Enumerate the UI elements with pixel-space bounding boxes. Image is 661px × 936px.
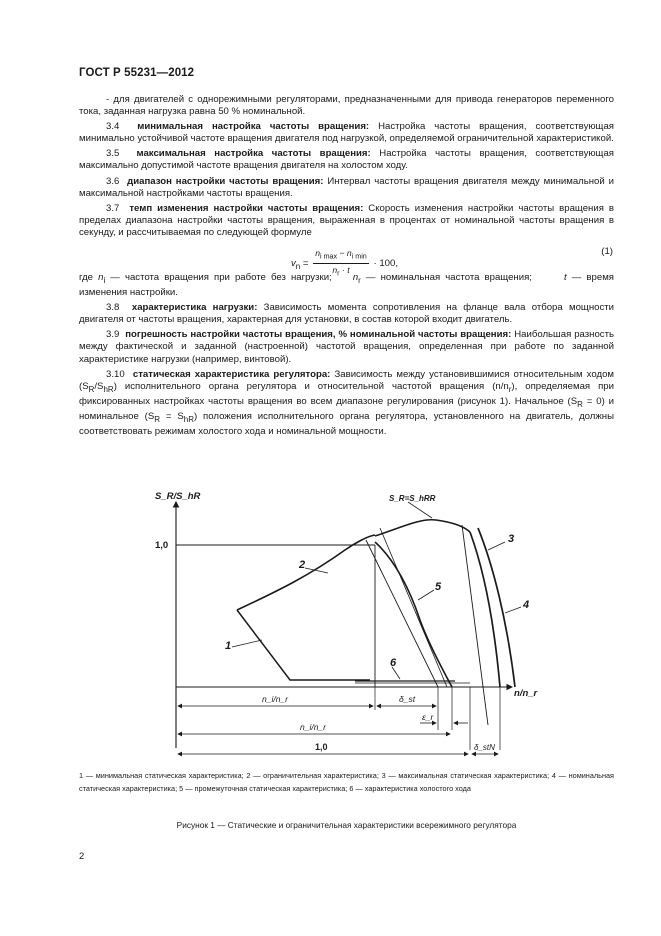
body-text	[79, 94, 614, 441]
page-header: ГОСТ Р 55231—2012	[79, 67, 195, 79]
curve-label-2: 2	[299, 559, 306, 571]
formula-1: $v_n$ = $\frac{n_{i max} - n_{i min}}{n_r \cdot t}$ · 100, (1)	[291, 246, 613, 278]
figure-1-diagram	[0, 480, 661, 765]
curve-5-straight	[366, 540, 438, 687]
curve-4-nominal-static	[478, 528, 515, 687]
curve-1-min-static	[237, 610, 370, 680]
leader-1	[232, 640, 262, 647]
page-number: 2	[79, 851, 85, 862]
term-3-5: максимальная настройка частоты вращения:	[136, 148, 371, 160]
dim-label-delta-stN: δ_stN	[474, 743, 495, 752]
term-3-10: статическая характеристика регулятора:	[132, 368, 331, 380]
curve-top-envelope	[375, 520, 470, 536]
paragraph-3-7: 3.7 темп изменения настройки частоты вращения: Скорость изменения настройки частоты вращения в пределах диапазона настройки частоты вращения, выраженная в процентах от номинальной частоты вращения в секунду, и рассчитываемая по следующей формуле	[79, 202, 615, 238]
y-axis-label: S_R/S_hR	[155, 491, 201, 502]
curve-label-5: 5	[435, 581, 442, 593]
dim-label-delta-st: δ_st	[399, 694, 416, 704]
equation-number: (1)	[601, 246, 613, 258]
curve-label-3: 3	[508, 533, 515, 545]
y-tick-1-0: 1,0	[155, 540, 169, 551]
term-3-9: погрешность настройки частоты вращения, % номинальной частоты вращения:	[125, 329, 512, 341]
curve-label-6: 6	[390, 657, 397, 669]
where-list: где $n_i$ — частота вращения при работе без нагрузки; $n_r$ — номинальная частота вращения; t — время изменения настройки.	[79, 272, 614, 299]
term-3-6: диапазон настройки частоты вращения:	[127, 175, 324, 187]
dim-label-ni-nr: n_i/n_r	[300, 722, 326, 732]
term-3-7: темп изменения настройки частоты вращения:	[129, 202, 364, 214]
x-axis-label: n/n_r	[514, 688, 538, 699]
term-3-4: минимальная настройка частоты вращения:	[137, 121, 370, 133]
top-label: S_R=S_hRR	[389, 494, 436, 503]
dim-label-epsilon: ε_r	[422, 712, 434, 722]
curve-3-straight	[462, 525, 488, 725]
curve-5-intermediate	[375, 542, 452, 687]
paragraph-3-8: 3.8 характеристика нагрузки: Зависимость момента сопротивления на фланце вала отбора мощности двигателя от частоты вращения, характерная для установки, в состав которой входит двигатель.	[79, 302, 614, 326]
figure-caption: 1 — минимальная статическая характеристика; 2 — ограничительная характеристика; 3 — максимальная статическая характеристика; 4 — номинальная статическая характеристика; 5 — промежуточная статическая характеристика; 6 — характеристика холостого хода	[79, 771, 614, 793]
curve-label-1: 1	[225, 640, 232, 652]
dim-label-ni-nr-low: n_i/n_r	[262, 694, 288, 704]
paragraph-3-9: 3.9 погрешность настройки частоты вращения, % номинальной частоты вращения: Наибольшая разность между фактической и заданной (настроенной) частотой вращения, определенная при работе по заданной характеристике нагрузки (например, винтовой).	[79, 329, 614, 365]
figure-title: Рисунок 1 — Статические и ограничительная характеристики всережимного регулятора	[176, 820, 517, 830]
curve-label-4: 4	[523, 599, 530, 611]
paragraph-3-10: 3.10 статическая характеристика регулятора: Зависимость между установившимися относительным ходом $(S_R/S_{hR})$ исполнительного органа регулятора и относительной частотой вращения $(n/n_r)$, определяемая при фиксированных настройках частоты вращения во всем диапазоне регулирования (рисунок 1). Начальное $(S_R = 0)$ и номинальное $(S_R = S_{hR})$ положения исполнительного органа регулятора, установленного на двигатель, должны соответствовать режимам холостого хода и номинальной мощности.	[79, 368, 615, 437]
curve-3-max-static	[470, 532, 500, 687]
leader-top	[408, 502, 432, 518]
curve-2-limiting	[237, 535, 375, 610]
term-3-8: характеристика нагрузки:	[131, 302, 258, 314]
paragraph-dash: - для двигателей с однорежимными регуляторами, предназначенными для привода генераторов переменного тока, заданная нагрузка равна 50 % номинальной.	[79, 94, 614, 118]
dim-label-one: 1,0	[315, 742, 328, 752]
paragraph-3-5: 3.5 максимальная настройка частоты вращения: Настройка частоты вращения, соответствующая максимально допустимой частоте вращения двигателя на холостом ходу.	[79, 148, 614, 172]
paragraph-3-4: 3.4 минимальная настройка частоты вращения: Настройка частоты вращения, соответствующая минимально устойчивой частоте вращения двигателя под нагрузкой, определяемой ограничительной характеристикой.	[79, 121, 614, 145]
leader-4	[505, 607, 521, 613]
leader-3	[488, 542, 505, 550]
leader-5	[418, 590, 434, 600]
paragraph-3-6: 3.6 диапазон настройки частоты вращения: Интервал частоты вращения двигателя между минимальной и максимальной настройками частоты вращения.	[79, 175, 615, 199]
